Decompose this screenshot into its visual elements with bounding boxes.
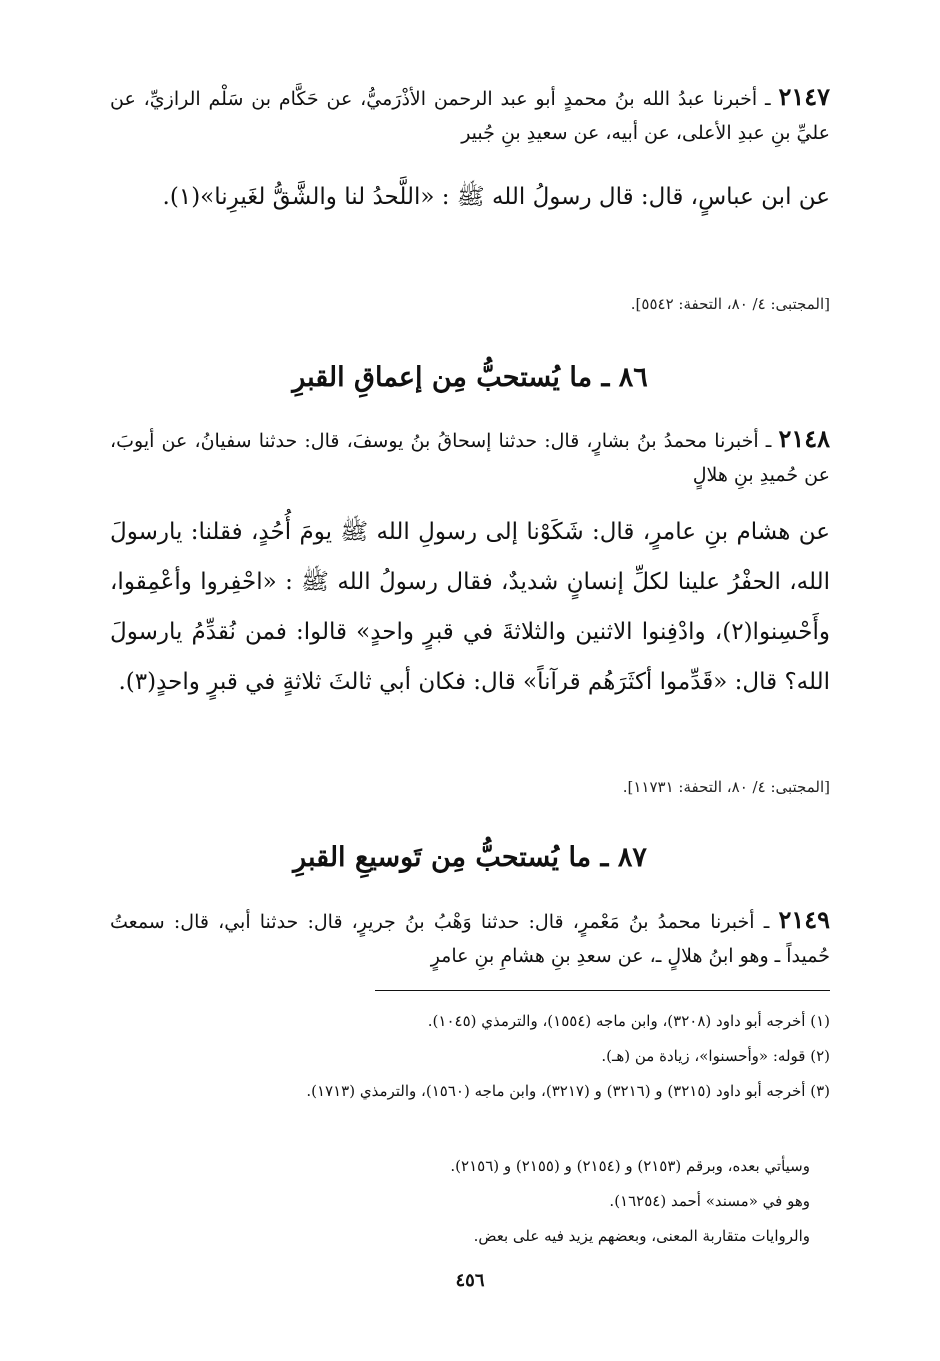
- hadith-number: ٢١٤٨: [778, 424, 831, 453]
- hadith-number: ٢١٤٧: [778, 82, 830, 111]
- chapter-87-heading: ٨٧ ـ ما يُستحبُّ مِن تَوسيعِ القبرِ: [293, 842, 647, 873]
- hadith-2147-matn: عن ابن عباسٍ، قال: قال رسولُ الله ﷺ : «اللَّحدُ لنا والشَّقُّ لغَيرِنا»(١).: [162, 184, 830, 210]
- hadith-2148-reference: [المجتبى: ٤/ ٨٠، التحفة: ١١٧٣١].: [622, 778, 830, 796]
- hadith-2148-matn: عن هشام بنِ عامرٍ، قال: شَكَوْنا إلى رسولِ الله ﷺ يومَ أُحُدٍ، فقلنا: يارسولَ الله، الحفْرُ علينا لكلِّ إنسانٍ شديدٌ، فقال رسولُ الله ﷺ : «احْفِروا وأعْمِقوا، وأَحْسِنوا(٢)، وادْفِنوا الاثنين والثلاثةَ في قبرٍ واحدٍ» قالوا: فمن نُقدِّمُ يارسولَ الله؟ قال: «قَدِّموا أكثَرَهُم قرآناً» قال: فكان أبي ثالثَ ثلاثةٍ في قبرٍ واحدٍ(٣).: [110, 519, 830, 695]
- footnote-3-continued-a: وسيأتي بعده، وبرقم (٢١٥٣) و (٢١٥٤) و (٢١٥٥) و (٢١٥٦).: [450, 1157, 810, 1175]
- footnote-1: (١) أخرجه أبو داود (٣٢٠٨)، وابن ماجه (١٥٥٤)، والترمذي (١٠٤٥).: [427, 1012, 830, 1030]
- hadith-2147-isnad: [110, 80, 830, 150]
- footnote-3-continued-c: والروايات متقاربة المعنى، وبعضهم يزيد فيه على بعض.: [473, 1227, 810, 1245]
- footnote-2: (٢) قوله: «وأحسنوا»، زيادة من (هـ).: [601, 1047, 830, 1065]
- isnad-text: ـ أخبرنا محمدُ بنُ بشارٍ، قال: حدثنا إسحاقُ بنُ يوسفَ، قال: حدثنا سفيانُ، عن أيوبَ، عن حُميدِ بنِ هلالٍ: [110, 430, 830, 486]
- hadith-2149-isnad: [110, 903, 830, 973]
- footnote-separator: [375, 990, 830, 991]
- isnad-text: ـ أخبرنا محمدُ بنُ مَعْمرٍ، قال: حدثنا وَهْبُ بنُ جريرٍ، قال: حدثنا أبي، قال: سمعتُ حُميداً ـ وهو ابنُ هلالٍ ـ، عن سعدِ بنِ هشامِ بنِ عامرٍ: [110, 911, 830, 967]
- hadith-2147-reference: [المجتبى: ٤/ ٨٠، التحفة: ٥٥٤٢].: [630, 295, 830, 313]
- footnote-3-continued-b: وهو في «مسند» أحمد (١٦٢٥٤).: [609, 1192, 810, 1210]
- footnote-3: (٣) أخرجه أبو داود (٣٢١٥) و (٣٢١٦) و (٣٢١٧)، وابن ماجه (١٥٦٠)، والترمذي (١٧١٣).: [306, 1082, 830, 1100]
- hadith-2148-isnad: [110, 422, 830, 492]
- isnad-text: ـ أخبرنا عبدُ الله بنُ محمدٍ أبو عبد الرحمن الأذْرَميُّ، عن حَكَّام بن سَلْم الرازيِّ، عن عليِّ بنِ عبدِ الأعلى، عن أبيه، عن سعيدِ بنِ جُبير: [110, 88, 830, 144]
- hadith-number: ٢١٤٩: [778, 905, 830, 934]
- chapter-86-heading: ٨٦ ـ ما يُستحبُّ مِن إعماقِ القبرِ: [292, 362, 648, 393]
- page-number: ٤٥٦: [455, 1270, 485, 1291]
